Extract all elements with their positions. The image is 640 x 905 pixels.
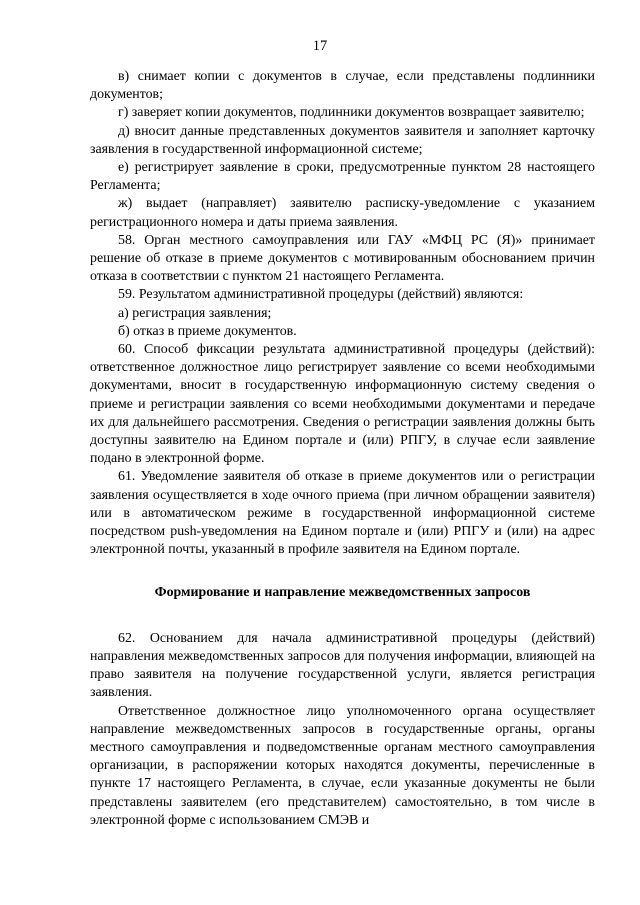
paragraph-62-continued: Ответственное должностное лицо уполномоченного органа осуществляет направление межведомственных запросов в государственные органы, органы местного самоуправления и подведомственные органам местного самоуправления организации, в распоряжении которых находятся документы, перечисленные в пункте 17 настоящего Регламента, в случае, если указанные документы не были представлены заявителем (его представителем) самостоятельно, в том числе в электронной форме с использованием СМЭВ и [90, 703, 595, 828]
document-body [90, 68, 595, 830]
paragraph-60: 60. Способ фиксации результата административной процедуры (действий): ответственное должностное лицо регистрирует заявление со всеми необходимыми документами, вносит в государственную информационную систему сведения о приеме и регистрации заявления со всеми необходимыми документами и передаче их для дальнейшего рассмотрения. Сведения о регистрации заявления должны быть доступны заявителю на Едином портале и (или) РПГУ, в случае если заявление подано в электронной форме. [90, 342, 595, 467]
paragraph-item-d: д) вносит данные представленных документов заявителя и заполняет карточку заявления в государственной информационной системе; [90, 123, 595, 157]
paragraph-59-b: б) отказ в приеме документов. [118, 323, 297, 339]
paragraph-item-g: г) заверяет копии документов, подлинники документов возвращает заявителю; [118, 105, 585, 121]
page-number: 17 [312, 38, 328, 54]
paragraph-61: 61. Уведомление заявителя об отказе в приеме документов или о регистрации заявления осуществляется в ходе очного приема (при личном обращении заявителя) или в автоматическом режиме в государственной информационной системе посредством push-уведомления на Едином портале и (или) РПГУ и (или) на адрес электронной почты, указанный в профиле заявителя на Едином портале. [90, 469, 595, 558]
paragraph-item-zh: ж) выдает (направляет) заявителю расписку-уведомление с указанием регистрационного номера и даты приема заявления. [90, 196, 595, 230]
paragraph-item-v: в) снимает копии с документов в случае, если представлены подлинники документов; [90, 69, 595, 103]
section-heading: Формирование и направление межведомственных запросов [154, 585, 531, 601]
paragraph-58: 58. Орган местного самоуправления или ГАУ «МФЦ РС (Я)» принимает решение об отказе в приеме документов с мотивированным обоснованием причин отказа в соответствии с пунктом 21 настоящего Регламента. [90, 232, 595, 285]
paragraph-59-a: а) регистрация заявления; [118, 305, 272, 321]
paragraph-62: 62. Основанием для начала административной процедуры (действий) направления межведомственных запросов для получения информации, влияющей на право заявителя на получение государственной услуги, является регистрация заявления. [90, 630, 595, 701]
paragraph-59: 59. Результатом административной процедуры (действий) являются: [118, 287, 524, 303]
paragraph-item-e: е) регистрирует заявление в сроки, предусмотренные пунктом 28 настоящего Регламента; [90, 160, 595, 194]
